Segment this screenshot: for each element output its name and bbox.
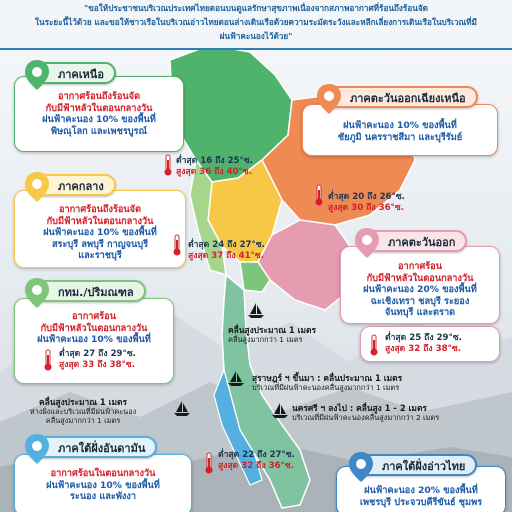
north-line-3: ฝนฟ้าคะนอง 10% ของพื้นที่ (42, 114, 156, 125)
boat-icon (246, 302, 266, 320)
east-temp-high: สูงสุด 32 ถึง 38°ซ. (385, 344, 461, 354)
north-label-text: ภาคเหนือ (58, 68, 104, 81)
north-label (26, 62, 116, 84)
surat-title: สุราษฎร์ ฯ ขึ้นมา : คลื่นประมาณ 1 เมตร (252, 373, 403, 383)
east-line-3: ฝนฟ้าคะนอง 20% ของพื้นที่ (363, 284, 477, 295)
surat-sub: บริเวณที่มีฝนฟ้าคะนองคลื่นสูงมากกว่า 1 เมตร (252, 383, 400, 392)
central-temp-low: ต่ำสุด 24 ถึง 27°ซ. (188, 240, 265, 250)
location-pin-icon (352, 226, 382, 260)
east-temp-card (360, 326, 500, 362)
thermometer-icon (43, 349, 53, 371)
east-line-2: กับมีฟ้าหลัวในตอนกลางวัน (366, 272, 474, 284)
east-line-5: จันทบุรี และตราด (384, 307, 456, 318)
south-west-temp (218, 450, 295, 472)
central-label (26, 174, 116, 196)
location-pin-icon (22, 432, 52, 466)
north-line-1: อากาศร้อนถึงร้อนจัด (57, 91, 141, 102)
central-temp-high: สูงสุด 37 ถึง 41°ซ. (188, 251, 264, 261)
northeast-temp (328, 192, 405, 214)
banner-line-1: "ขอให้ประชาชนบริเวณประเทศไทยตอนบนดูแลรักษาสุขภาพเนื่องจากสภาพอากาศที่ร้อนถึงร้อนจัด (84, 3, 428, 13)
bangkok-label-text: กทม./ปริมณฑล (58, 286, 134, 299)
central-label-text: ภาคกลาง (58, 180, 104, 193)
location-pin-icon (346, 450, 376, 484)
south-west-line-3: ระนอง และพังงา (69, 491, 137, 502)
bangkok-line-2: กับมีฟ้าหลัวในตอนกลางวัน (40, 322, 148, 334)
northeast-line-1: ฝนฟ้าคะนอง 10% ของพื้นที่ (343, 120, 457, 131)
location-pin-icon (314, 82, 344, 116)
central-line-3: ฝนฟ้าคะนอง 10% ของพื้นที่ (43, 227, 157, 238)
nakhon-title: นครศรี ฯ ลงไป : คลื่นสูง 1 - 2 เมตร (292, 403, 427, 413)
banner-line-3: ฝนฟ้าคะนองไว้ด้วย" (219, 31, 293, 41)
east-label-text: ภาคตะวันออก (388, 236, 456, 249)
east-label (356, 230, 467, 252)
warning-banner (0, 0, 512, 50)
bangkok-line-1: อากาศร้อน (72, 311, 116, 322)
south-west-line-1: อากาศร้อนในตอนกลางวัน (50, 468, 156, 479)
northeast-label-text: ภาคตะวันออกเฉียงเหนือ (350, 92, 466, 105)
south-west-temp-low: ต่ำสุด 22 ถึง 27°ซ. (218, 450, 295, 460)
surat-sea-info (252, 374, 402, 392)
bangkok-temp-high: สูงสุด 33 ถึง 38°ซ. (59, 360, 135, 370)
andaman-sub-1: ห่างฝั่งและบริเวณที่มีฝนฟ้าคะนอง (29, 407, 137, 416)
gulf-upper-sea-info (228, 326, 316, 344)
andaman-sub-2: คลื่นสูงมากกว่า 1 เมตร (45, 416, 121, 425)
boat-icon (172, 400, 192, 418)
andaman-title: คลื่นสูงประมาณ 1 เมตร (39, 397, 127, 407)
bangkok-line-3: ฝนฟ้าคะนอง 10% ของพื้นที่ (37, 334, 151, 345)
thermometer-icon (314, 184, 324, 206)
thermometer-icon (369, 334, 379, 356)
central-line-4: สระบุรี ลพบุรี กาญจนบุรี (51, 238, 149, 250)
banner-line-2: ในระยะนี้ไว้ด้วย และขอให้ชาวเรือในบริเวณอ่าวไทยตอนล่างเดินเรือด้วยความระมัดระวังและหลีกเลี่ยงการเดินเรือในบริเวณที่มี (35, 17, 477, 27)
north-temp-high: สูงสุด 36 ถึง 40°ซ. (176, 167, 252, 177)
bangkok-card (14, 298, 174, 384)
bangkok-label (26, 280, 146, 302)
east-line-1: อากาศร้อน (398, 261, 442, 272)
gulf-upper-title: คลื่นสูงประมาณ 1 เมตร (228, 325, 316, 335)
central-line-1: อากาศร้อนถึงร้อนจัด (58, 204, 142, 215)
northeast-line-2: ชัยภูมิ นครราชสีมา และบุรีรัมย์ (337, 131, 463, 143)
northeast-temp-low: ต่ำสุด 20 ถึง 26°ซ. (328, 192, 405, 202)
bangkok-temp-low: ต่ำสุด 27 ถึง 29°ซ. (59, 349, 136, 359)
south-east-line-2: เพชรบุรี ประจวบคีรีขันธ์ ชุมพร (359, 496, 483, 508)
central-temp (188, 240, 265, 262)
location-pin-icon (22, 170, 52, 204)
boat-icon (270, 402, 290, 420)
south-west-temp-high: สูงสุด 32 ถึง 36°ซ. (218, 461, 294, 471)
thermometer-icon (172, 234, 182, 256)
south-east-label-text: ภาคใต้ฝั่งอ่าวไทย (382, 460, 466, 473)
bangkok-temp (59, 349, 136, 371)
location-pin-icon (22, 58, 52, 92)
south-west-line-2: ฝนฟ้าคะนอง 10% ของพื้นที่ (46, 479, 160, 491)
east-line-4: ฉะเชิงเทรา ชลบุรี ระยอง (370, 295, 470, 307)
central-line-2: กับมีฟ้าหลัวในตอนกลางวัน (46, 215, 154, 227)
thermometer-icon (204, 452, 214, 474)
andaman-sea-info (8, 398, 158, 425)
location-pin-icon (22, 276, 52, 310)
east-temp (385, 333, 462, 355)
northeast-label (318, 86, 478, 108)
south-east-label (350, 454, 477, 476)
nakhon-sea-info (292, 404, 439, 422)
northeast-temp-high: สูงสุด 30 ถึง 36°ซ. (328, 203, 404, 213)
south-east-line-1: ฝนฟ้าคะนอง 20% ของพื้นที่ (364, 485, 478, 496)
nakhon-sub: บริเวณที่มีฝนฟ้าคะนองคลื่นสูงมากกว่า 2 เมตร (292, 413, 440, 422)
north-temp-low: ต่ำสุด 16 ถึง 25°ซ. (176, 156, 253, 166)
north-line-2: กับมีฟ้าหลัวในตอนกลางวัน (45, 102, 153, 114)
north-temp (176, 156, 253, 178)
east-temp-low: ต่ำสุด 25 ถึง 29°ซ. (385, 333, 462, 343)
gulf-upper-sub: คลื่นสูงมากกว่า 1 เมตร (228, 335, 303, 344)
boat-icon (226, 370, 246, 388)
north-line-4: พิษณุโลก และเพชรบูรณ์ (50, 125, 148, 137)
thermometer-icon (163, 154, 173, 176)
south-west-label-text: ภาคใต้ฝั่งอันดามัน (58, 442, 146, 455)
central-line-5: และราชบุรี (78, 250, 122, 261)
south-west-label (26, 436, 157, 458)
